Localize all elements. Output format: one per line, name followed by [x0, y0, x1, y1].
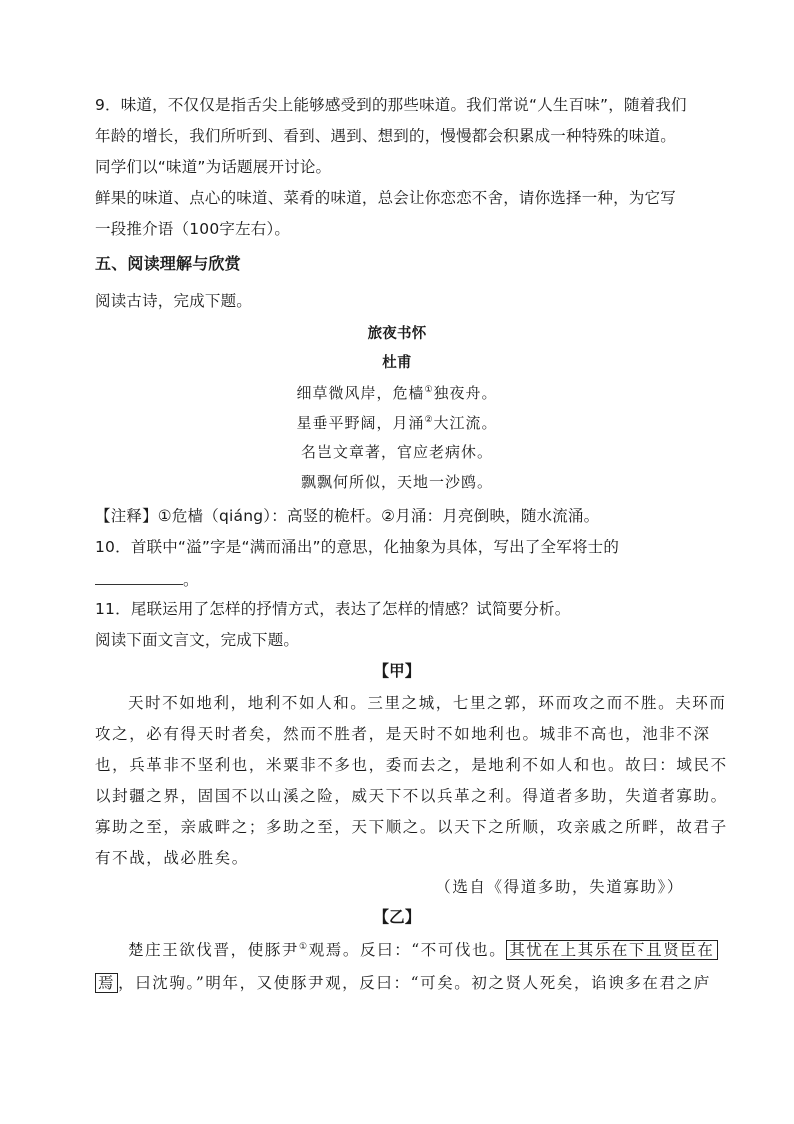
- jia-source: （选自《得道多助，失道寡助》）: [435, 878, 684, 896]
- jia-line-3: 也，兵革非不坚利也，米粟非不多也，委而去之，是地利不如人和也。故曰：域民不: [95, 756, 728, 774]
- q10-line-2: 。: [95, 568, 199, 590]
- yi-line-1: 楚庄王欲伐晋，使豚尹①观焉。反曰：“不可伐也。 其忧在上其乐在下且贤臣在: [128, 940, 718, 960]
- footnote-marker: ②: [424, 415, 434, 425]
- jia-line-4: 以封疆之界，固国不以山溪之险，威天下不以兵革之利。得道者多助，失道者寡助。: [95, 787, 728, 805]
- q11-line-1: 11．尾联运用了怎样的抒情方式，表达了怎样的情感？试简要分析。: [95, 600, 571, 618]
- poem-line-4: 飘飘何所似，天地一沙鸥。: [300, 473, 493, 491]
- boxed-sentence-part-1: 其忧在上其乐在下且贤臣在: [506, 940, 717, 960]
- classical-intro: 阅读下面文言文，完成下题。: [95, 631, 300, 649]
- footnote-marker: ①: [299, 941, 309, 952]
- q9-line-2: 年龄的增长，我们所听到、看到、遇到、想到的，慢慢都会积累成一种特殊的味道。: [95, 127, 676, 145]
- q9-line-3: 同学们以“味道”为话题展开讨论。: [95, 158, 332, 176]
- poem-intro: 阅读古诗，完成下题。: [95, 292, 253, 310]
- poem-annotation: 【注释】①危樯（qiáng）：高竖的桅杆。②月涌：月亮倒映，随水流涌。: [95, 507, 600, 525]
- section-heading: 五、阅读理解与欣赏: [95, 254, 241, 273]
- passage-jia-label: 【甲】: [373, 662, 421, 680]
- poem-author: 杜甫: [382, 355, 412, 371]
- passage-yi-label: 【乙】: [373, 908, 421, 926]
- q9-line-5: 一段推介语（100字左右）。: [95, 220, 291, 238]
- jia-line-2: 攻之，必有得天时者矣，然而不胜者，是天时不如地利也。城非不高也，池非不深: [95, 725, 711, 743]
- poem-line-2: 星垂平野阔，月涌②大江流。: [296, 414, 498, 432]
- boxed-sentence-part-2: 焉: [95, 973, 118, 993]
- yi-line-2: 焉 ，曰沈驹。”明年，又使豚尹观，反曰：“可矣。初之贤人死矣，谄谀多在君之庐: [95, 973, 711, 993]
- footnote-marker: ①: [424, 385, 434, 395]
- poem-line-3: 名岂文章著，官应老病休。: [300, 443, 493, 461]
- jia-line-5: 寡助之至，亲戚畔之；多助之至，天下顺之。以天下之所顺，攻亲戚之所畔，故君子: [95, 818, 728, 836]
- jia-line-1: 天时不如地利，地利不如人和。三里之城，七里之郭，环而攻之而不胜。夫环而: [128, 694, 727, 712]
- q9-line-1: 9．味道，不仅仅是指舌尖上能够感受到的那些味道。我们常说“人生百味”，随着我们: [95, 96, 687, 114]
- jia-line-6: 有不战，战必胜矣。: [95, 849, 249, 867]
- answer-blank[interactable]: [95, 568, 183, 585]
- q10-line-1: 10．首联中“溢”字是“满而涌出”的意思，化抽象为具体，写出了全军将士的: [95, 538, 620, 556]
- q9-line-4: 鲜果的味道、点心的味道、菜肴的味道，总会让你恋恋不舍，请你选择一种，为它写: [95, 189, 676, 207]
- poem-line-1: 细草微风岸，危樯①独夜舟。: [296, 384, 498, 402]
- poem-title: 旅夜书怀: [367, 326, 427, 342]
